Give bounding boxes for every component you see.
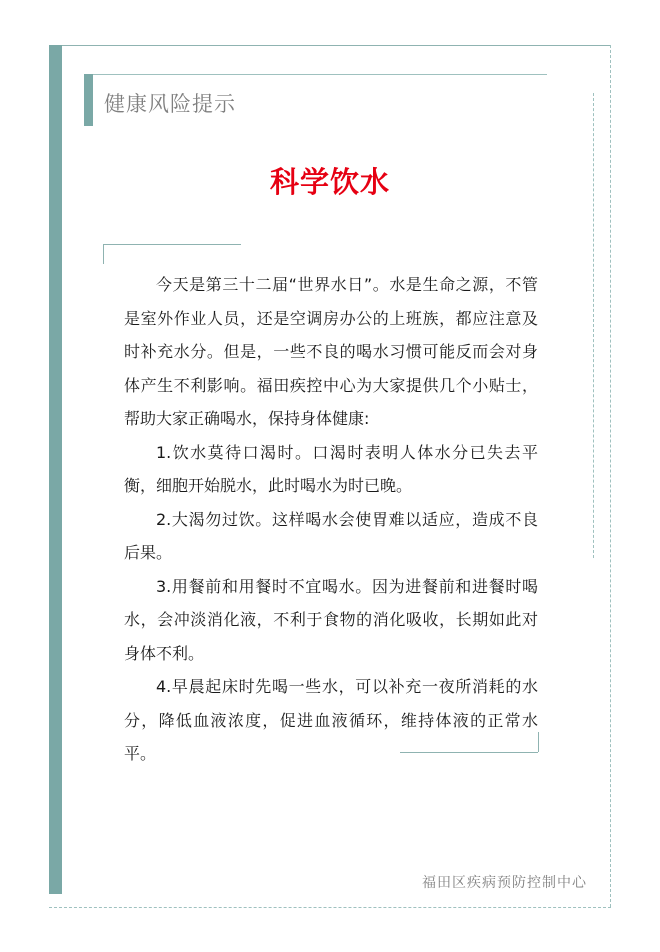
footer-organization: 福田区疾病预防控制中心 [422, 875, 587, 891]
header-label: 健康风险提示 [104, 92, 236, 116]
corner-bracket-top-left [103, 244, 241, 245]
header-divider [93, 74, 547, 75]
tip-paragraph-2: 2.大渴勿过饮。这样喝水会使胃难以适应，造成不良后果。 [124, 509, 538, 562]
page-title: 科学饮水 [269, 165, 390, 199]
intro-paragraph: 今天是第三十二届“世界水日”。水是生命之源，不管是室外作业人员，还是空调房办公的上班族，都应注意及时补充水分。但是，一些不良的喝水习惯可能反而会对身体产生不利影响。福田疾控中心为大家提供几个小贴士，帮助大家正确喝水，保持身体健康: [124, 275, 538, 428]
corner-bracket-top-left-vertical [103, 244, 104, 264]
corner-bracket-bottom-right-vertical [538, 732, 539, 752]
header-accent-block [84, 74, 93, 126]
frame-top-border [49, 45, 611, 46]
tip-paragraph-3: 3.用餐前和用餐时不宜喝水。因为进餐前和进餐时喝水，会冲淡消化液，不利于食物的消化吸收，长期如此对身体不利。 [124, 576, 538, 663]
tip-paragraph-1: 1.饮水莫待口渴时。口渴时表明人体水分已失去平衡，细胞开始脱水，此时喝水为时已晚。 [124, 442, 538, 495]
tip-paragraph-4: 4.早晨起床时先喝一些水，可以补充一夜所消耗的水分，降低血液浓度，促进血液循环，维持体液的正常水平。 [124, 677, 538, 763]
article-body [124, 268, 538, 771]
corner-bracket-bottom-right [400, 752, 538, 753]
frame-bottom-border [49, 907, 611, 908]
